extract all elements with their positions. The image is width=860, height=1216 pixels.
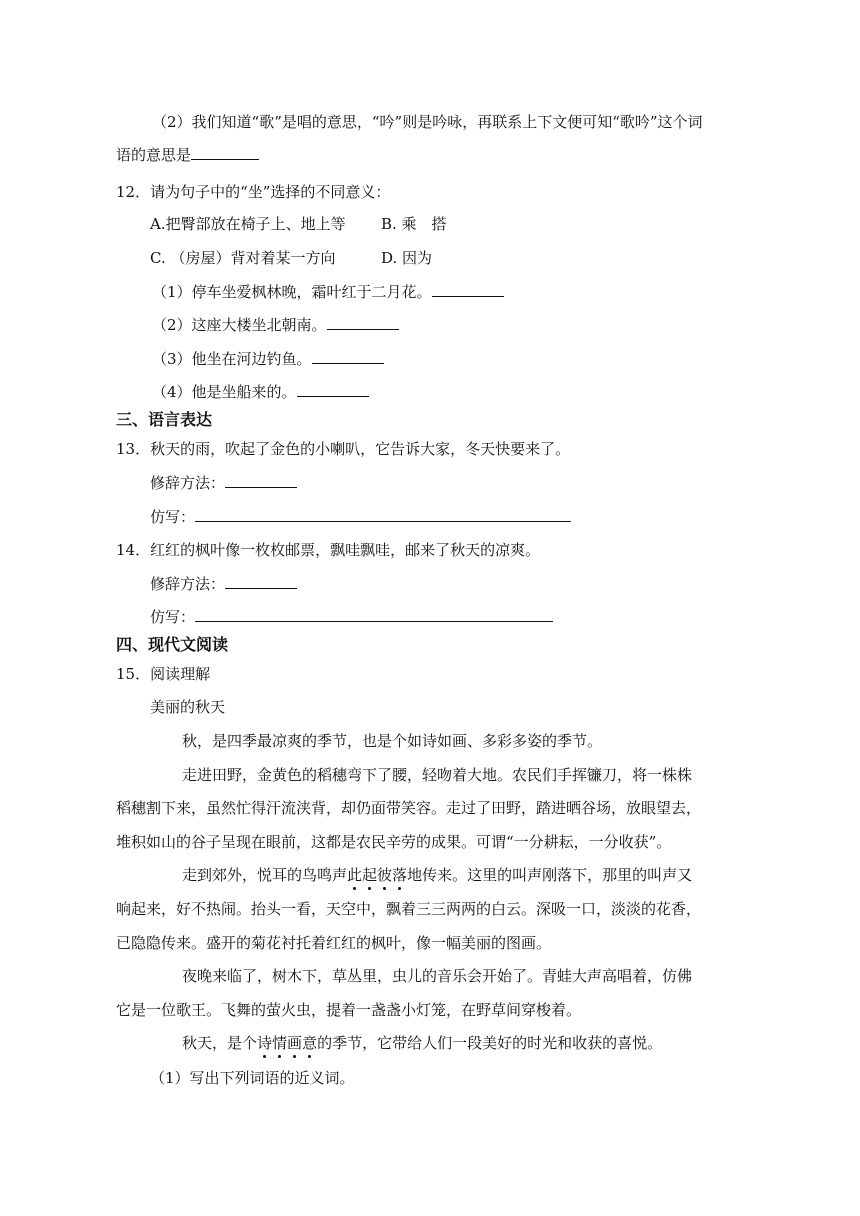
q12-item-2	[152, 315, 399, 335]
passage-p4-line1: 夜晚来临了，树木下，草丛里，虫儿的音乐会开始了。青蛙大声高唱着，仿佛	[182, 967, 693, 985]
q12-item-1	[152, 282, 504, 302]
q13-stem: 13．秋天的雨，吹起了金色的小喇叭，它告诉大家，冬天快要来了。	[116, 440, 571, 458]
q12-item-2-text: （2）这座大楼坐北朝南。	[152, 316, 327, 334]
q13-rhetoric-label: 修辞方法：	[150, 474, 226, 492]
answer-blank[interactable]	[297, 382, 369, 397]
passage-p5	[182, 1033, 662, 1053]
p3-line1-post: 地传来。这里的叫声刚落下，那里的叫声又	[407, 866, 693, 884]
q11-part2-line2	[116, 145, 259, 165]
section-iii-heading: 三、语言表达	[116, 410, 213, 429]
passage-p3-line2: 响起来，好不热闹。抬头一看，天空中，飘着三三两两的白云。深吸一口，淡淡的花香，	[116, 900, 702, 918]
q12-stem: 12．请为句子中的“坐”选择的不同意义：	[116, 183, 391, 201]
passage-title: 美丽的秋天	[150, 698, 226, 716]
answer-blank[interactable]	[191, 145, 259, 160]
passage-p2-line1: 走进田野，金黄色的稻穗弯下了腰，轻吻着大地。农民们手挥镰刀，将一株株	[182, 766, 693, 784]
p5-pre: 秋天，是个	[182, 1034, 258, 1052]
emphasis-char: 诗	[257, 1034, 273, 1052]
emphasis-char: 落	[392, 866, 408, 884]
emphasis-char: 彼	[377, 866, 393, 884]
answer-blank[interactable]	[327, 315, 399, 330]
emphasis-char: 画	[287, 1034, 303, 1052]
q14-rhetoric	[150, 574, 297, 594]
q15-stem: 15．阅读理解	[116, 665, 211, 683]
q12-option-d: D. 因为	[381, 249, 433, 267]
q14-rhetoric-label: 修辞方法：	[150, 575, 226, 593]
q13-imitate	[150, 507, 571, 527]
passage-p3-line3: 已隐隐传来。盛开的菊花衬托着红红的枫叶，像一幅美丽的图画。	[116, 934, 552, 952]
q12-item-4-text: （4）他是坐船来的。	[152, 383, 297, 401]
q12-option-c: C. （房屋）背对着某一方向	[150, 249, 336, 267]
q11-part2-line2-text: 语的意思是	[116, 146, 192, 164]
section-iv-heading: 四、现代文阅读	[116, 635, 229, 654]
passage-p4-line2: 它是一位歌王。飞舞的萤火虫，提着一盏盏小灯笼，在野草间穿梭着。	[116, 1001, 582, 1019]
answer-blank[interactable]	[312, 349, 384, 364]
q11-part2-line1: （2）我们知道“歌”是唱的意思，“吟”则是吟咏，再联系上下文便可知“歌吟”这个词	[152, 113, 703, 131]
answer-blank[interactable]	[225, 574, 297, 589]
passage-p2-line2: 稻穗割下来，虽然忙得汗流浃背，却仍面带笑容。走过了田野，踏进晒谷场，放眼望去，	[116, 799, 702, 817]
q12-item-4	[152, 382, 369, 402]
q12-option-a: A.把臀部放在椅子上、地上等	[150, 215, 346, 233]
q12-item-3	[152, 349, 384, 369]
p5-post: 的季节，它带给人们一段美好的时光和收获的喜悦。	[317, 1034, 663, 1052]
emphasis-char: 起	[362, 866, 378, 884]
q13-imitate-label: 仿写：	[150, 508, 196, 526]
answer-blank[interactable]	[195, 507, 571, 522]
passage-p3-line1	[182, 865, 692, 885]
q12-item-3-text: （3）他坐在河边钓鱼。	[152, 350, 312, 368]
q12-option-b: B. 乘 搭	[381, 215, 447, 233]
answer-blank[interactable]	[225, 473, 297, 488]
answer-blank[interactable]	[195, 607, 553, 622]
q15-sub1: （1）写出下列词语的近义词。	[150, 1069, 355, 1087]
passage-p2-line3: 堆积如山的谷子呈现在眼前，这都是农民辛劳的成果。可谓“一分耕耘，一分收获”。	[116, 833, 672, 851]
q14-stem: 14．红红的枫叶像一枚枚邮票，飘哇飘哇，邮来了秋天的凉爽。	[116, 541, 541, 559]
answer-blank[interactable]	[432, 282, 504, 297]
emphasis-char: 意	[302, 1034, 318, 1052]
passage-p1: 秋，是四季最凉爽的季节，也是个如诗如画、多彩多姿的季节。	[182, 732, 603, 750]
q14-imitate	[150, 607, 553, 627]
q14-imitate-label: 仿写：	[150, 608, 196, 626]
p3-line1-pre: 走到郊外，悦耳的鸟鸣声	[182, 866, 348, 884]
emphasis-char: 此	[347, 866, 363, 884]
q13-rhetoric	[150, 473, 297, 493]
q12-item-1-text: （1）停车坐爱枫林晚，霜叶红于二月花。	[152, 283, 432, 301]
emphasis-char: 情	[272, 1034, 288, 1052]
